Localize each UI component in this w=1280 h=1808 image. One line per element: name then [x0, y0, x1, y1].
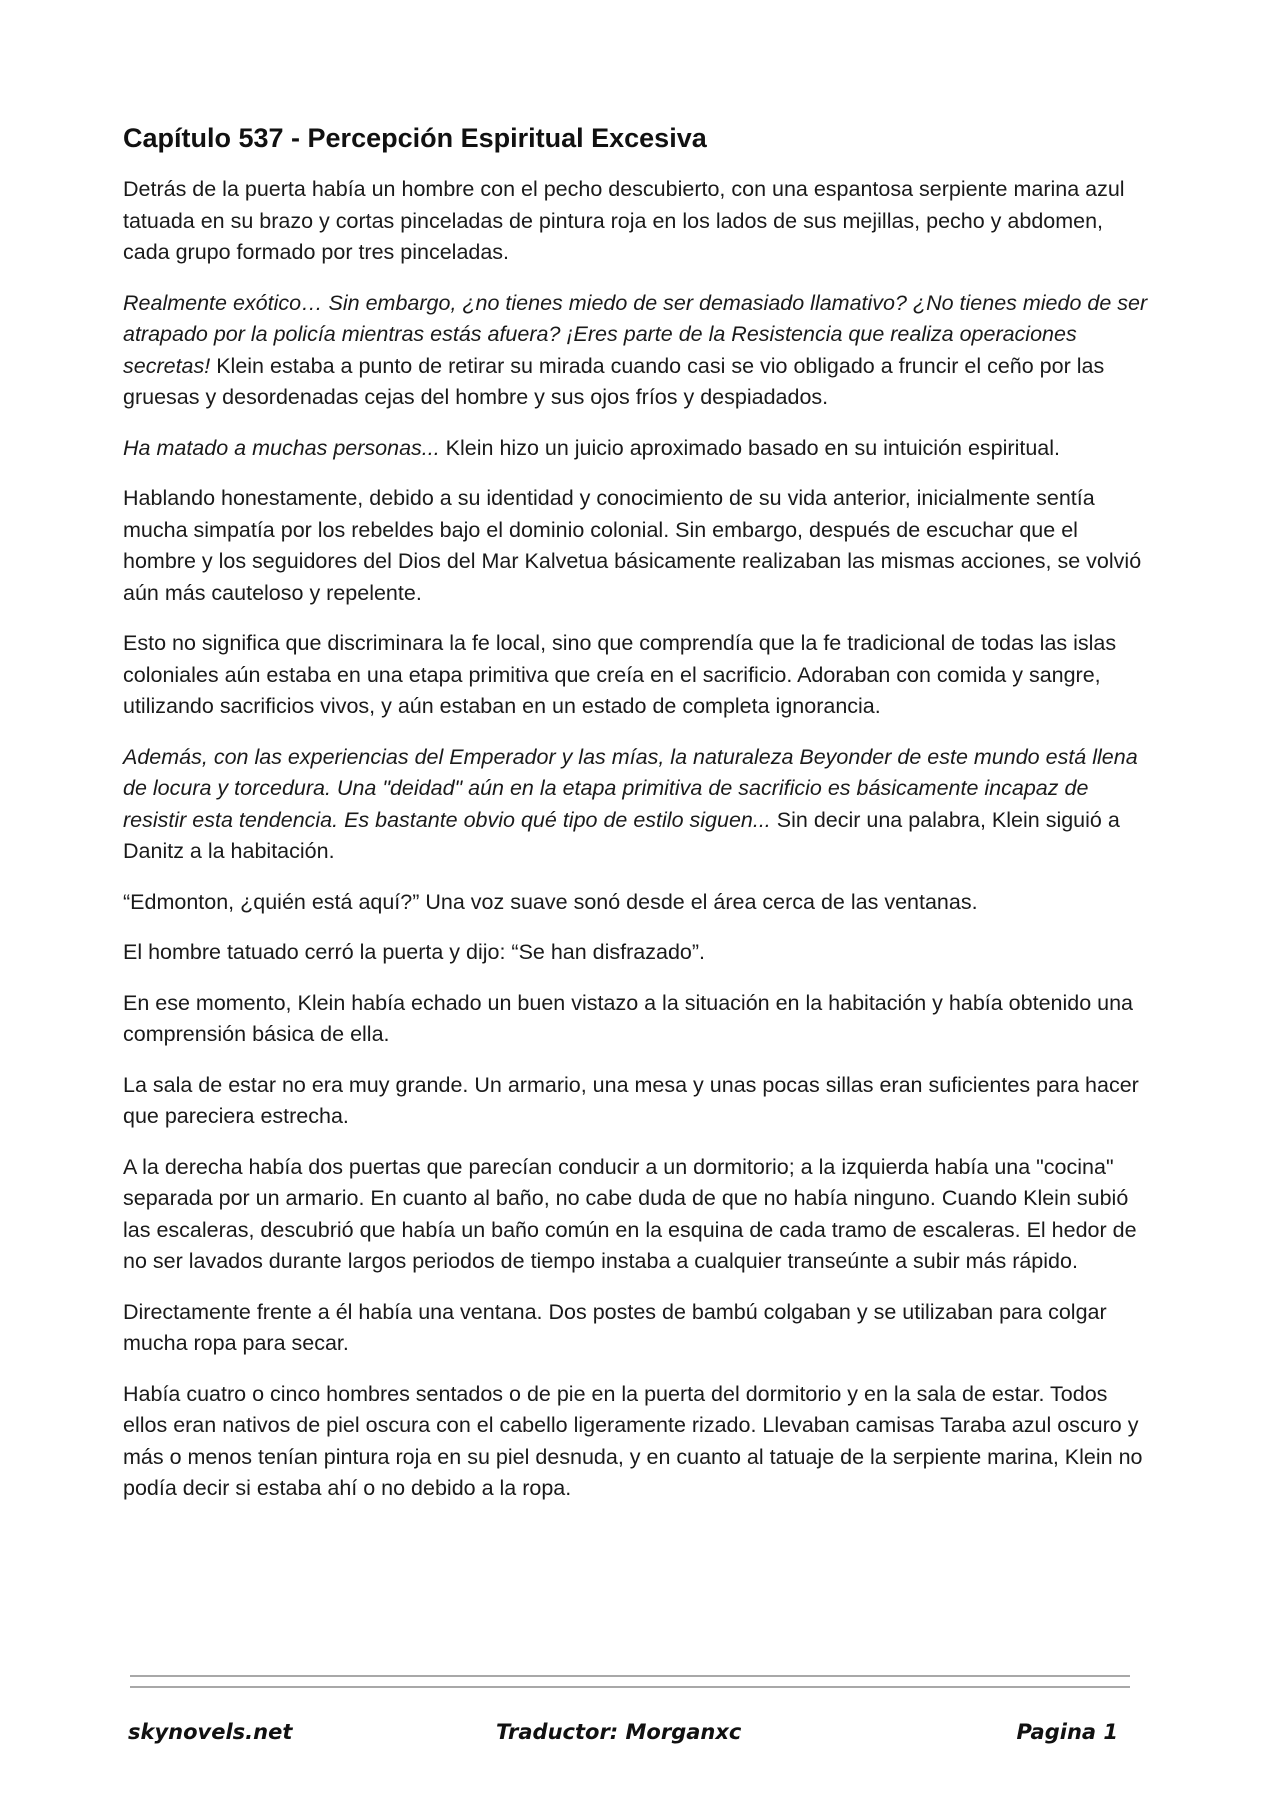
paragraph — [123, 742, 1153, 868]
paragraph-italic: Ha matado a muchas personas... — [123, 435, 440, 460]
paragraph-text: El hombre tatuado cerró la puerta y dijo: “Se han disfrazado”. — [123, 940, 706, 964]
paragraph-text: Detrás de la puerta había un hombre con el pecho descubierto, con una espantosa serpiente marina azul tatuada en su brazo y cortas pinceladas de pintura roja en los lados de sus mejillas, pecho y abdomen, cada grupo formado por tres pinceladas. — [123, 177, 1125, 264]
footer-page-number: Pagina 1 — [1016, 1720, 1118, 1744]
chapter-title: Capítulo 537 - Percepción Espiritual Excesiva — [123, 123, 707, 153]
paragraph — [123, 628, 1153, 723]
document-body — [123, 120, 1153, 1524]
paragraph — [123, 174, 1153, 269]
paragraph — [123, 1297, 1153, 1360]
paragraph — [123, 887, 1153, 919]
paragraph-text: A la derecha había dos puertas que parecían conducir a un dormitorio; a la izquierda había una "cocina" separada por un armario. En cuanto al baño, no cabe duda de que no había ninguno. Cuando Klein subió las escaleras, descubrió que había un baño común en la esquina de cada tramo de escaleras. El hedor de no ser lavados durante largos periodos de tiempo instaba a cualquier transeúnte a subir más rápido. — [123, 1154, 1137, 1273]
footer-divider-top — [130, 1675, 1130, 1677]
footer-translator: Traductor: Morganxc — [496, 1720, 742, 1744]
paragraph — [123, 288, 1153, 414]
paragraph-text: Hablando honestamente, debido a su identidad y conocimiento de su vida anterior, inicialmente sentía mucha simpatía por los rebeldes bajo el dominio colonial. Sin embargo, después de escuchar que el hombre y los seguidores del Dios del Mar Kalvetua básicamente realizaban las mismas acciones, se volvió aún más cauteloso y repelente. — [123, 486, 1142, 605]
page-footer — [128, 1715, 1128, 1749]
paragraph — [123, 1379, 1153, 1505]
paragraph — [123, 988, 1153, 1051]
footer-divider-bottom — [130, 1686, 1130, 1688]
paragraph-text: En ese momento, Klein había echado un buen vistazo a la situación en la habitación y había obtenido una comprensión básica de ella. — [123, 990, 1134, 1046]
paragraph-text: Klein hizo un juicio aproximado basado en su intuición espiritual. — [439, 435, 1060, 460]
paragraph-italic: Realmente exótico… Sin embargo, ¿no tienes miedo de ser demasiado llamativo? ¿No tienes miedo de ser atrapado por la policía mientras estás afuera? ¡Eres parte de la Resistencia que realiza operaciones secretas! — [123, 290, 1148, 378]
paragraph — [123, 483, 1153, 609]
paragraph-text: Directamente frente a él había una ventana. Dos postes de bambú colgaban y se utilizaban para colgar mucha ropa para secar. — [123, 1299, 1107, 1355]
paragraph — [123, 1152, 1153, 1278]
paragraph-text: La sala de estar no era muy grande. Un armario, una mesa y unas pocas sillas eran suficientes para hacer que pareciera estrecha. — [123, 1072, 1139, 1128]
paragraph — [123, 1070, 1153, 1133]
footer-site: skynovels.net — [128, 1720, 293, 1744]
paragraph-text: Sin decir una palabra, Klein siguió a Danitz a la habitación. — [123, 807, 1120, 863]
paragraph-text: Esto no significa que discriminara la fe local, sino que comprendía que la fe tradicional de todas las islas coloniales aún estaba en una etapa primitiva que creía en el sacrificio. Adoraban con comida y sangre, utilizando sacrificios vivos, y aún estaban en un estado de completa ignorancia. — [123, 631, 1117, 718]
paragraph — [123, 937, 1153, 969]
paragraph-italic: Además, con las experiencias del Emperador y las mías, la naturaleza Beyonder de este mundo está llena de locura y torcedura. Una "deidad" aún en la etapa primitiva de sacrificio es básicamente incapaz de resistir esta tendencia. Es bastante obvio qué tipo de estilo siguen... — [123, 744, 1138, 832]
paragraph-text: Había cuatro o cinco hombres sentados o de pie en la puerta del dormitorio y en la sala de estar. Todos ellos eran nativos de piel oscura con el cabello ligeramente rizado. Llevaban camisas Taraba azul oscuro y más o menos tenían pintura roja en su piel desnuda, y en cuanto al tatuaje de la serpiente marina, Klein no podía decir si estaba ahí o no debido a la ropa. — [123, 1381, 1143, 1500]
paragraph-text: “Edmonton, ¿quién está aquí?” Una voz suave sonó desde el área cerca de las ventanas. — [123, 889, 978, 914]
paragraph-text: Klein estaba a punto de retirar su mirada cuando casi se vio obligado a fruncir el ceño por las gruesas y desordenadas cejas del hombre y sus ojos fríos y despiadados. — [123, 353, 1105, 409]
paragraph — [123, 433, 1153, 465]
